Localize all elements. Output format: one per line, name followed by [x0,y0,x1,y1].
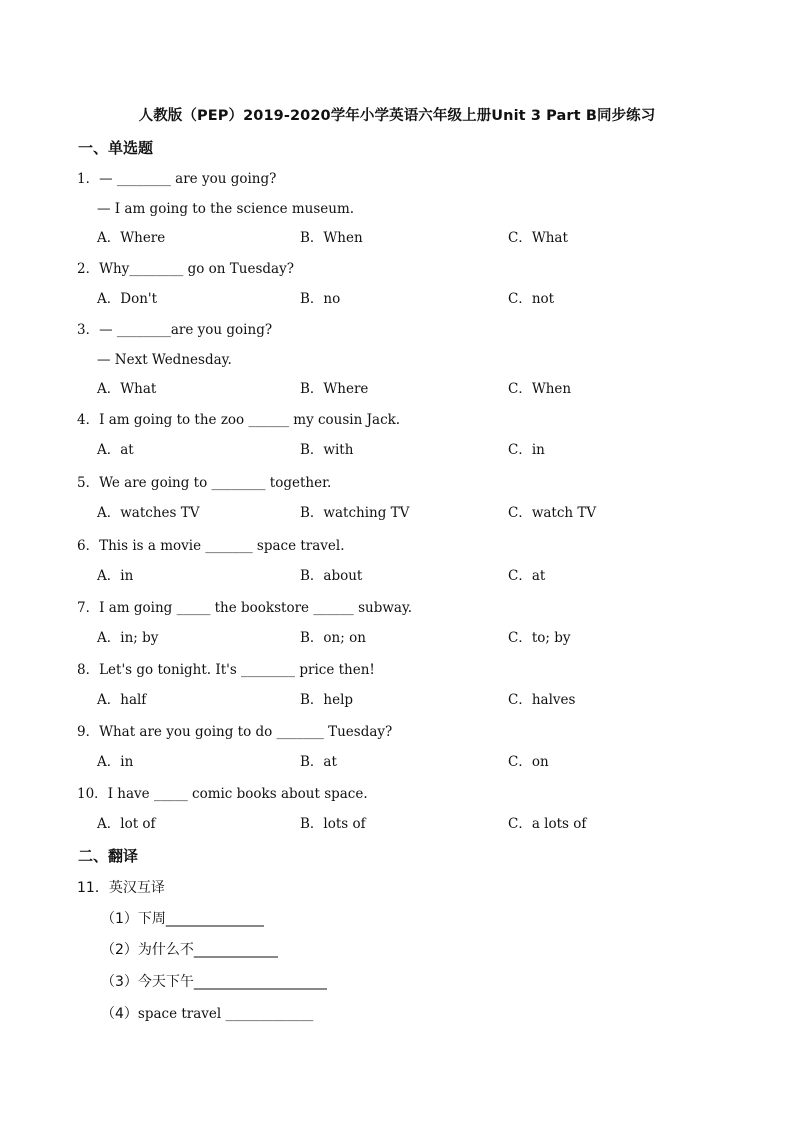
question-stem [77,598,412,618]
question-number: 4． [77,412,100,428]
question-text: I am going _____ the bookstore ______ subway. [99,600,413,616]
option-b[interactable]: B．at [300,754,337,770]
option-b[interactable]: B．with [300,442,354,458]
answer-options [97,566,737,586]
question-stem [77,320,272,340]
option-a[interactable]: A．in [97,568,134,584]
option-b[interactable]: B．Where [300,381,369,397]
question-text: I am going to the zoo ______ my cousin Jack. [99,412,401,428]
question-stem [77,169,276,189]
question-dialogue-line: — Next Wednesday. [97,352,232,368]
question-stem [77,536,345,556]
answer-options [97,289,737,309]
answer-blank: ____________ [193,942,278,958]
option-c[interactable]: C．not [508,291,555,307]
answer-options [97,379,737,399]
translation-item-english: space travel [137,1006,222,1022]
question-text: I have _____ comic books about space. [107,786,368,802]
question-text: We are going to ________ together. [99,475,332,491]
option-b[interactable]: B．watching TV [300,505,410,521]
translation-item [101,908,264,928]
option-c[interactable]: C．When [508,381,572,397]
question-number: 7． [77,600,100,616]
question-text: — ________are you going? [99,322,273,338]
section-heading-translation: 二、翻译 [78,847,139,865]
option-c[interactable]: C．at [508,568,546,584]
answer-options [97,690,737,710]
option-c[interactable]: C．halves [508,692,576,708]
option-b[interactable]: B．no [300,291,341,307]
option-a[interactable]: A．What [97,381,157,397]
option-c[interactable]: C．on [508,754,549,770]
translation-item [101,971,327,991]
question-stem [77,259,294,279]
option-c[interactable]: C．watch TV [508,505,597,521]
option-a[interactable]: A．Where [97,230,166,246]
question-text: — ________ are you going? [99,171,277,187]
option-b[interactable]: B．about [300,568,363,584]
translation-item-label: （3）今天下午 [101,974,194,990]
question-stem [77,784,368,804]
option-c[interactable]: C．a lots of [508,816,587,832]
option-a[interactable]: A．in; by [97,630,159,646]
option-a[interactable]: A．Don't [97,291,158,307]
section-heading-multiple-choice: 一、单选题 [78,139,154,157]
question-number: 8． [77,662,100,678]
option-c[interactable]: C．to; by [508,630,571,646]
question-number: 1． [77,171,100,187]
answer-options [97,752,737,772]
option-a[interactable]: A．in [97,754,134,770]
answer-blank: ______________ [165,911,264,927]
question-text: What are you going to do _______ Tuesday? [99,724,393,740]
option-a[interactable]: A．lot of [97,816,156,832]
question-number: 5． [77,475,100,491]
question-stem [77,660,375,680]
option-b[interactable]: B．When [300,230,363,246]
option-b[interactable]: B．lots of [300,816,366,832]
translation-question-head: 11．英汉互译 [77,880,165,896]
question-number: 6． [77,538,100,554]
answer-options [97,228,737,248]
option-a[interactable]: A．half [97,692,147,708]
option-a[interactable]: A．watches TV [97,505,200,521]
answer-options [97,503,737,523]
question-dialogue-line: — I am going to the science museum. [97,201,355,217]
answer-options [97,628,737,648]
question-stem [77,473,331,493]
option-a[interactable]: A．at [97,442,134,458]
page-title: 人教版（PEP）2019-2020学年小学英语六年级上册Unit 3 Part B同步练习 [138,108,656,124]
translation-item-label: （2）为什么不 [101,942,194,958]
option-b[interactable]: B．on; on [300,630,366,646]
option-b[interactable]: B．help [300,692,354,708]
answer-options [97,814,737,834]
answer-blank: _____________ [221,1006,314,1022]
question-number: 10． [77,786,108,802]
question-text: This is a movie _______ space travel. [99,538,345,554]
option-c[interactable]: C．in [508,442,545,458]
translation-item-label: （1）下周 [101,911,166,927]
question-text: Why________ go on Tuesday? [99,261,294,277]
question-stem [77,722,392,742]
question-stem [77,410,400,430]
question-text: Let's go tonight. It's ________ price then! [99,662,375,678]
translation-item [101,1003,313,1023]
answer-options [97,440,737,460]
translation-item [101,939,278,959]
translation-item-label: （4） [101,1006,138,1022]
answer-blank: ___________________ [193,974,327,990]
option-c[interactable]: C．What [508,230,568,246]
question-number: 9． [77,724,100,740]
question-number: 3． [77,322,100,338]
question-number: 2． [77,261,100,277]
